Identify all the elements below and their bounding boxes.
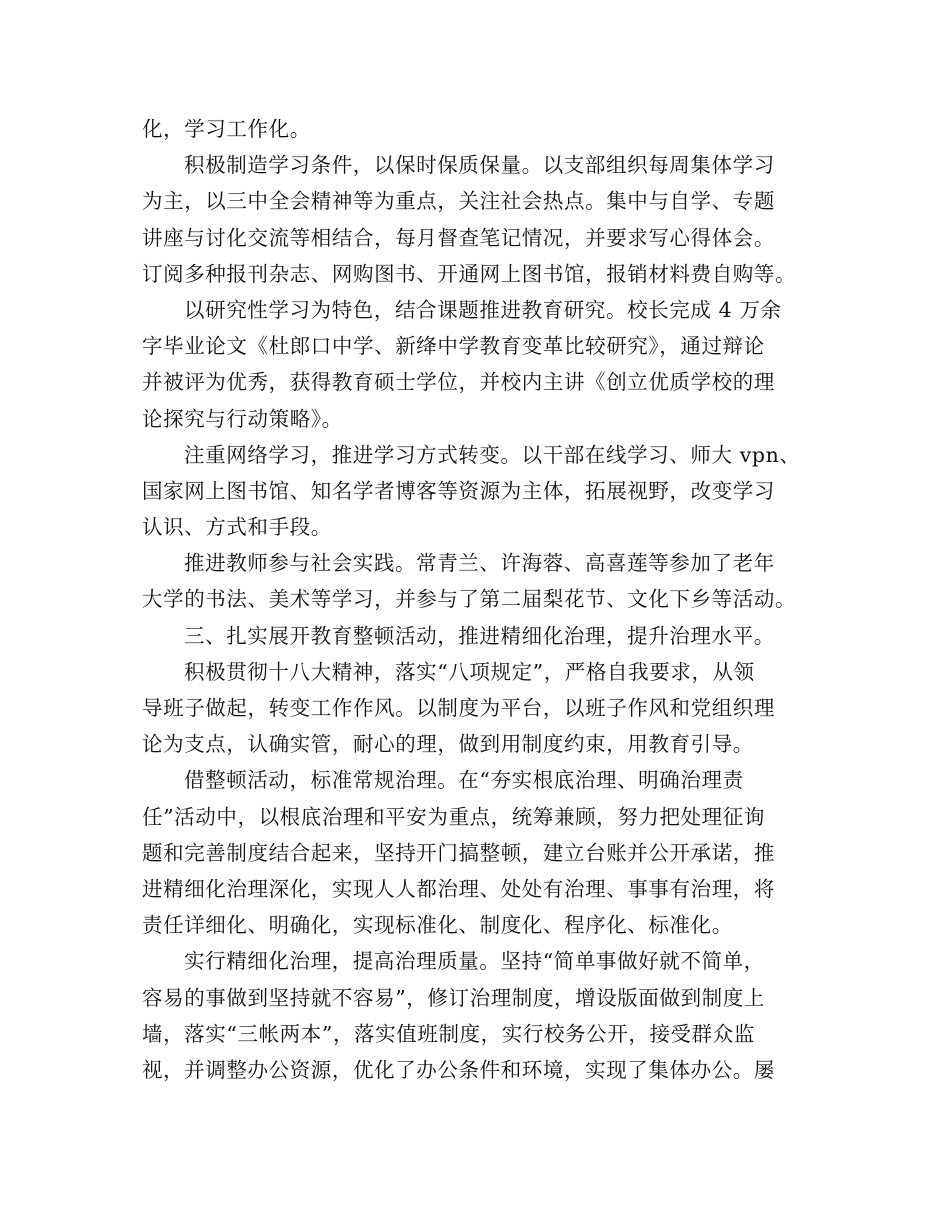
text-line: 论为支点，认确实管，耐心的理，做到用制度约束，用教育引导。 bbox=[142, 732, 754, 757]
text-line: 借整顿活动，标准常规治理。在“夯实根底治理、明确治理责 bbox=[184, 768, 744, 793]
document-body bbox=[142, 111, 810, 1088]
text-line: 字毕业论文《杜郎口中学、新绛中学教育变革比较研究》，通过辩论 bbox=[142, 334, 765, 359]
text-line: 积极制造学习条件，以保时保质保量。以支部组织每周集体学习 bbox=[184, 153, 775, 178]
text-line: 推进教师参与社会实践。常青兰、许海蓉、高喜莲等参加了老年 bbox=[184, 551, 775, 576]
text-line: 注重网络学习，推进学习方式转变。以干部在线学习、师大 vpn、 bbox=[184, 442, 801, 467]
text-line: 讲座与讨化交流等相结合，每月督查笔记情况，并要求写心得体会。 bbox=[142, 225, 775, 250]
text-line: 容易的事做到坚持就不容易”，修订治理制度，增设版面做到制度上 bbox=[142, 985, 765, 1010]
text-line: 以研究性学习为特色，结合课题推进教育研究。校长完成 4 万余 bbox=[184, 297, 782, 322]
text-line: 为主，以三中全会精神等为重点，关注社会热点。集中与自学、专题 bbox=[142, 189, 775, 214]
text-line: 大学的书法、美术等学习，并参与了第二届梨花节、文化下乡等活动。 bbox=[142, 587, 797, 612]
text-line: 国家网上图书馆、知名学者博客等资源为主体，拓展视野，改变学习 bbox=[142, 478, 775, 503]
text-line: 进精细化治理深化，实现人人都治理、处处有治理、事事有治理，将 bbox=[142, 876, 775, 901]
text-line: 并被评为优秀，获得教育硕士学位，并校内主讲《创立优质学校的理 bbox=[142, 370, 775, 395]
text-line: 任”活动中，以根底治理和平安为重点，统筹兼顾，努力把处理征询 bbox=[142, 804, 765, 829]
text-line: 认识、方式和手段。 bbox=[142, 515, 332, 540]
text-line: 化，学习工作化。 bbox=[142, 117, 311, 141]
text-line: 积极贯彻十八大精神，落实“八项规定”，严格自我要求，从领 bbox=[184, 659, 755, 684]
text-line: 责任详细化、明确化，实现标准化、制度化、程序化、标准化。 bbox=[142, 913, 733, 938]
text-line: 三、扎实展开教育整顿活动，推进精细化治理，提升治理水平。 bbox=[184, 623, 775, 648]
text-line: 视，并调整办公资源，优化了办公条件和环境，实现了集体办公。屡 bbox=[142, 1057, 775, 1082]
text-line: 导班子做起，转变工作作风。以制度为平台，以班子作风和党组织理 bbox=[142, 696, 775, 720]
text-line: 墙，落实“三帐两本”，落实值班制度，实行校务公开，接受群众监 bbox=[142, 1021, 755, 1046]
text-line: 论探究与行动策略》。 bbox=[142, 406, 343, 431]
text-line: 题和完善制度结合起来，坚持开门搞整顿，建立台账并公开承诺，推 bbox=[142, 840, 775, 865]
text-line: 实行精细化治理，提高治理质量。坚持“简单事做好就不简单， bbox=[184, 949, 765, 974]
text-line: 订阅多种报刊杂志、网购图书、开通网上图书馆，报销材料费自购等。 bbox=[142, 261, 797, 286]
